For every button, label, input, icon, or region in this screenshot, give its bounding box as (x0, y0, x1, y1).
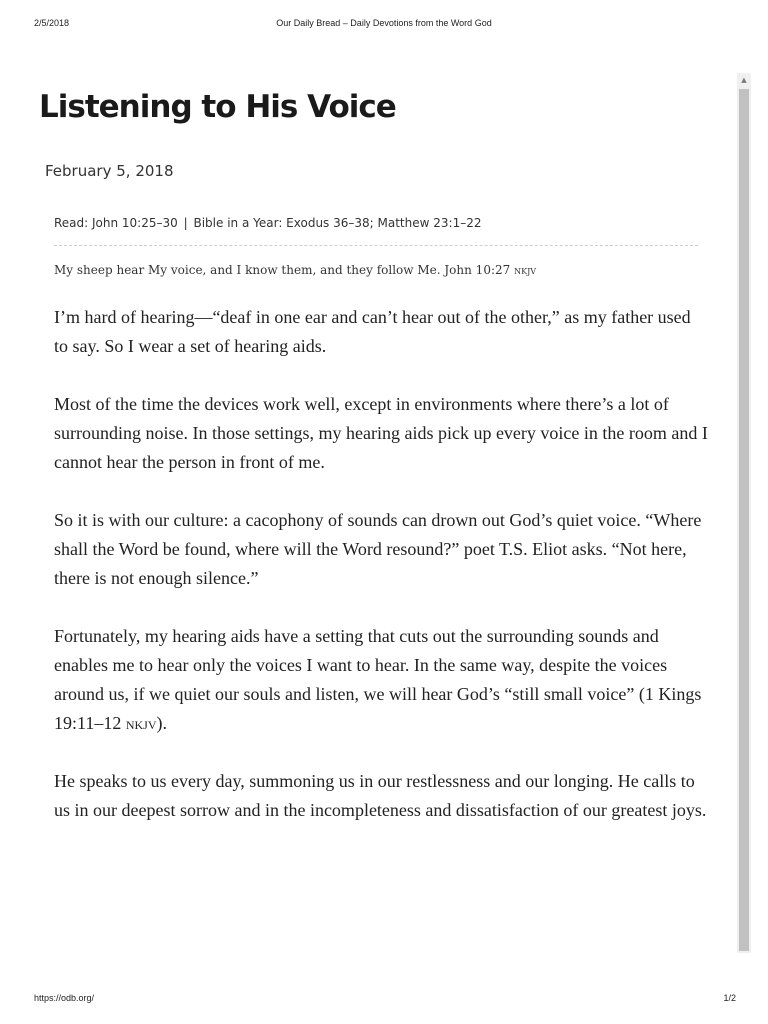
body-paragraph-4-version: nkjv (125, 714, 157, 733)
body-paragraph-4-end: ). (156, 713, 168, 733)
print-date: 2/5/2018 (34, 18, 70, 28)
body-paragraph-1: I’m hard of hearing—“deaf in one ear and can’t hear out of the other,” as my father used to say. So I wear a set of hearing aids. (54, 307, 691, 356)
bible-in-a-year-link[interactable]: Bible in a Year: Exodus 36–38; Matthew 23:1–22 (193, 216, 482, 230)
print-page-title: Our Daily Bread – Daily Devotions from the Word God (276, 18, 492, 28)
read-separator: | (183, 216, 188, 230)
dashed-divider (54, 245, 698, 246)
print-header (0, 14, 768, 34)
body-paragraph-3: So it is with our culture: a cacophony of sounds can drown out God’s quiet voice. “Where shall the Word be found, where will the Word resound?” poet T.S. Eliot asks. “Not here, there is not enough silence.” (54, 510, 702, 588)
print-footer (0, 992, 768, 1012)
key-verse-version: nkjv (514, 264, 537, 277)
reading-info (54, 216, 481, 230)
article-title: Listening to His Voice (39, 89, 396, 125)
key-verse-text: My sheep hear My voice, and I know them, and they follow Me. John 10:27 (54, 263, 511, 277)
body-paragraph-5: He speaks to us every day, summoning us in our restlessness and our longing. He calls to us in our deepest sorrow and in the incompleteness and dissatisfaction of our greatest joys. (54, 771, 707, 820)
body-paragraph-4 (54, 622, 709, 738)
vertical-scrollbar[interactable] (737, 73, 751, 953)
print-url: https://odb.org/ (34, 993, 95, 1003)
key-verse (54, 263, 536, 277)
read-passage-link[interactable]: Read: John 10:25–30 (54, 216, 178, 230)
body-paragraph-4-text: Fortunately, my hearing aids have a setting that cuts out the surrounding sounds and enables me to hear only the voices I want to hear. In the same way, despite the voices around us, if we quiet our souls and listen, we will hear God’s “still small voice” (1 Kings 19:11–12 (54, 626, 702, 733)
scrollbar-thumb[interactable] (739, 89, 749, 951)
print-page-number: 1/2 (723, 993, 736, 1003)
article-body (54, 303, 709, 854)
body-paragraph-2: Most of the time the devices work well, except in environments where there’s a lot of surrounding noise. In those settings, my hearing aids pick up every voice in the room and I cannot hear the person in front of me. (54, 394, 708, 472)
article-frame (0, 70, 752, 952)
article-date: February 5, 2018 (45, 162, 174, 180)
triangle-up-icon[interactable]: ▲ (741, 76, 747, 84)
